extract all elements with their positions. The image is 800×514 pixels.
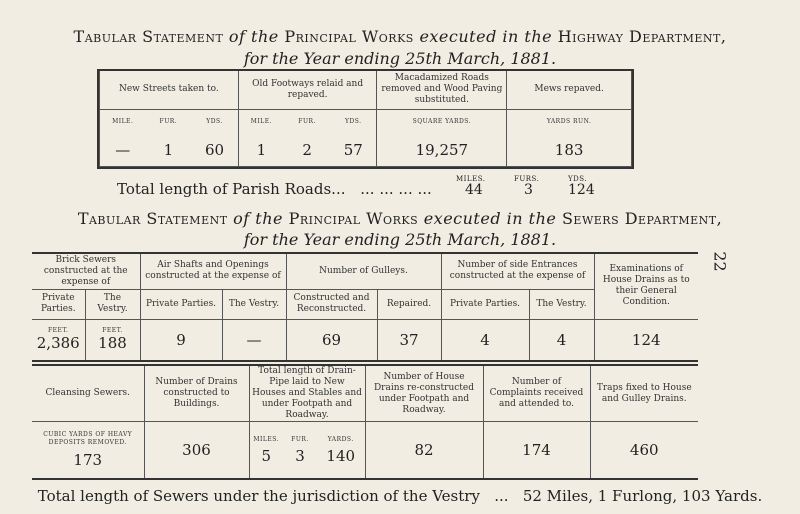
- subheader-vestry-1: The Vestry.: [85, 289, 140, 319]
- sewers-subtitle: for the Year ending 25th March, 1881.: [243, 230, 557, 249]
- value-sq-yards: 19,257: [377, 133, 507, 167]
- value-miles: 5: [261, 446, 272, 465]
- value-traps: 460: [590, 422, 698, 479]
- header-air-shafts: Air Shafts and Openings constructed at the expense of: [140, 254, 286, 289]
- header-side-entrances: Number of side Entrances constructed at the expense of: [441, 254, 594, 289]
- unit-cubic-yards: CUBIC YARDS OF HEAVY DEPOSITS REMOVED.: [43, 431, 133, 446]
- value-brick-vestry: 188: [98, 334, 127, 353]
- unit-mile-2: MILE.: [238, 109, 284, 133]
- value-yards-run: 183: [507, 133, 632, 167]
- total-unit-furs: FURS.: [514, 175, 540, 183]
- highway-title-of: of the: [228, 27, 279, 46]
- unit-sq-yards: SQUARE YARDS.: [377, 109, 507, 133]
- parish-roads-total: [117, 180, 432, 198]
- header-footways: Old Footways relaid and repaved.: [238, 71, 377, 109]
- header-drains: Number of Drains constructed to Buildings.: [144, 366, 249, 422]
- unit-yards-run: YARDS RUN.: [507, 109, 632, 133]
- unit-yards: YARDS.: [327, 435, 354, 443]
- sewers-title: [0, 209, 800, 228]
- cell-fur: [283, 422, 317, 479]
- unit-fur-1: FUR.: [145, 109, 191, 133]
- unit-feet-2: FEET.: [102, 327, 123, 335]
- unit-fur: FUR.: [291, 435, 309, 443]
- value-brick-private: 2,386: [36, 334, 80, 353]
- header-mews: Mews repaved.: [507, 71, 632, 109]
- value-house-drains: 82: [365, 422, 483, 479]
- sewers-table-2: [32, 364, 698, 480]
- subheader-private-parties-1: Private Parties.: [32, 289, 85, 319]
- parish-roads-label: Total length of Parish Roads...: [117, 180, 346, 198]
- value-side-private: 4: [441, 319, 529, 360]
- sewers-title-part2: Principal Works: [288, 209, 419, 228]
- cell-brick-private: [32, 319, 85, 360]
- value-complaints: 174: [483, 422, 590, 479]
- header-macadam: Macadamized Roads removed and Wood Paving substituted.: [377, 71, 507, 109]
- header-traps: Traps fixed to House and Gulley Drains.: [590, 366, 698, 422]
- total-unit-miles: MILES.: [456, 175, 486, 183]
- subheader-vestry-2: The Vestry.: [222, 289, 286, 319]
- highway-title-part2: Principal Works: [284, 27, 414, 46]
- highway-title-part1: Tabular Statement: [73, 27, 224, 46]
- sewers-title-of: of the: [233, 209, 283, 228]
- page-number: 22: [710, 251, 730, 272]
- cell-yards: [317, 422, 365, 479]
- sewers-total-line: Total length of Sewers under the jurisdiction of the Vestry ... 52 Miles, 1 Furlong, 103 Yards.: [37, 487, 763, 505]
- value-cleansing: 173: [73, 451, 103, 469]
- value-air-vestry: —: [222, 319, 286, 360]
- unit-yds-1: YDS.: [191, 109, 238, 133]
- value-mile-2: 1: [238, 133, 284, 167]
- header-drain-pipe: Total length of Drain-Pipe laid to New Houses and Stables and under Footpath and Roadway.: [249, 366, 365, 422]
- sewers-title-executed: executed in the: [423, 209, 557, 228]
- unit-miles: MILES.: [253, 435, 280, 443]
- value-yds-1: 60: [191, 133, 238, 167]
- unit-fur-2: FUR.: [284, 109, 330, 133]
- highway-subtitle: for the Year ending 25th March, 1881.: [243, 49, 557, 68]
- parish-roads-dots: ... ... ... ...: [360, 180, 432, 198]
- header-complaints: Number of Complaints received and attended to.: [483, 366, 590, 422]
- total-value-furs: 3: [524, 182, 533, 198]
- header-examinations: Examinations of House Drains as to their General Condition.: [594, 254, 698, 319]
- cell-cleansing: [32, 422, 144, 479]
- subheader-constructed: Constructed and Reconstructed.: [286, 289, 377, 319]
- unit-mile-1: MILE.: [100, 109, 146, 133]
- subheader-private-parties-2: Private Parties.: [140, 289, 222, 319]
- subheader-vestry-3: The Vestry.: [529, 289, 594, 319]
- subheader-private-parties-3: Private Parties.: [441, 289, 529, 319]
- sewers-title-part1: Tabular Statement: [77, 209, 228, 228]
- header-brick-sewers: Brick Sewers constructed at the expense of: [32, 254, 140, 289]
- value-fur-2: 2: [284, 133, 330, 167]
- value-drains: 306: [144, 422, 249, 479]
- value-fur: 3: [295, 446, 305, 465]
- highway-table: [97, 69, 634, 169]
- highway-title-executed: executed in the: [419, 27, 553, 46]
- value-yards: 140: [326, 446, 356, 465]
- value-examinations: 124: [594, 319, 698, 360]
- cell-brick-vestry: [85, 319, 140, 360]
- value-mile-1: —: [100, 133, 146, 167]
- value-fur-1: 1: [145, 133, 191, 167]
- highway-title-part3: Highway Department,: [557, 27, 727, 46]
- unit-feet-1: FEET.: [48, 327, 69, 335]
- total-value-yds: 124: [568, 182, 595, 198]
- value-air-private: 9: [140, 319, 222, 360]
- total-value-miles: 44: [465, 182, 483, 198]
- value-gulleys-constructed: 69: [286, 319, 377, 360]
- header-gulleys: Number of Gulleys.: [286, 254, 441, 289]
- header-cleansing: Cleansing Sewers.: [32, 366, 144, 422]
- sewers-table-1: [32, 252, 698, 362]
- value-side-vestry: 4: [529, 319, 594, 360]
- unit-yds-2: YDS.: [330, 109, 377, 133]
- header-new-streets: New Streets taken to.: [100, 71, 239, 109]
- total-unit-yds: YDS.: [568, 175, 588, 183]
- highway-title: [0, 27, 800, 46]
- header-house-drains: Number of House Drains re-constructed under Footpath and Roadway.: [365, 366, 483, 422]
- value-gulleys-repaired: 37: [377, 319, 441, 360]
- sewers-title-part3: Sewers Department,: [561, 209, 723, 228]
- value-yds-2: 57: [330, 133, 377, 167]
- subheader-repaired: Repaired.: [377, 289, 441, 319]
- cell-miles: [249, 422, 283, 479]
